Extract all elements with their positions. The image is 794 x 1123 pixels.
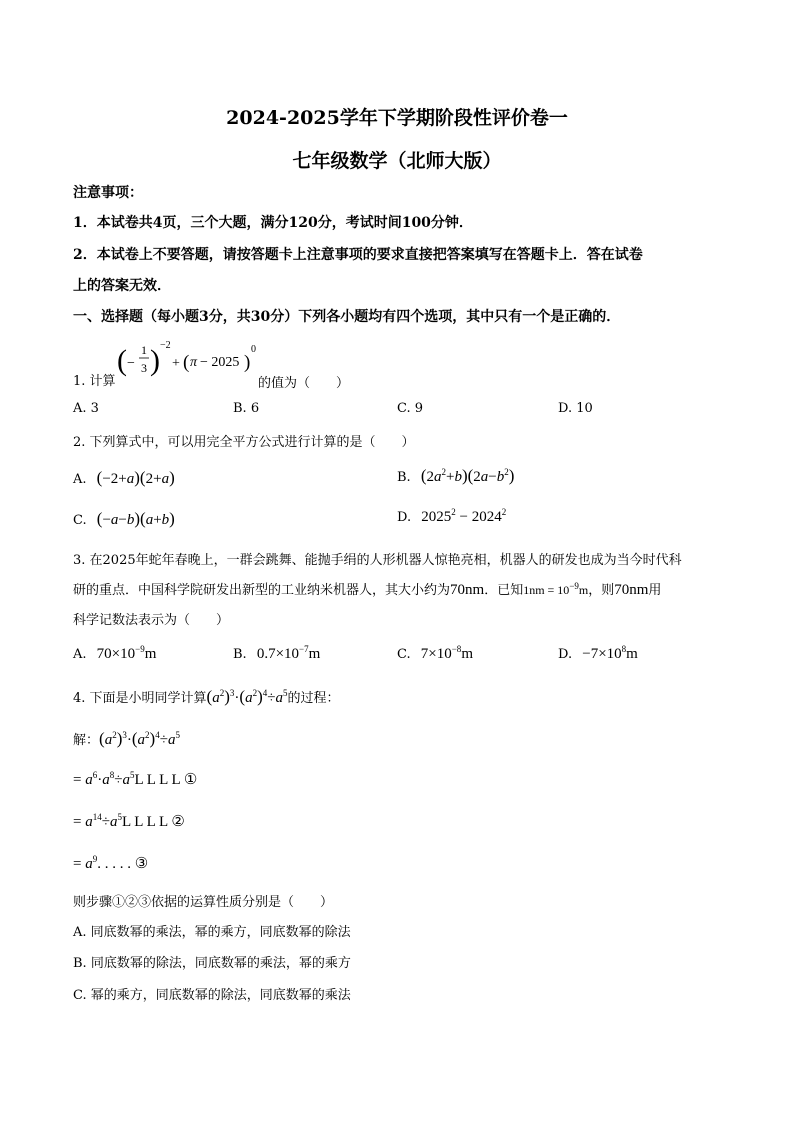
q1-option-b: B. 6 [233,401,260,416]
q2-stem: 2. 下列算式中，可以用完全平方公式进行计算的是（ ） [73,435,415,450]
q3-line-3: 科学记数法表示为（ ） [73,613,230,628]
q3-line-2a: 研的重点．中国科学院研发出新型的工业纳米机器人，其大小约为 [73,583,451,598]
q1-prefix: 1. 计算 [73,374,116,389]
q4-step-2: = $a^{14}\div a^5L$ L L L ② [73,812,185,830]
svg-text:−: − [127,356,135,371]
q3-option-a-label: A. [73,647,87,662]
svg-text:−2: −2 [160,340,171,351]
q4-step-1: = $a^6\cdot a^8\div a^5L$ L L L ① [73,770,198,788]
q4-option-c: C. 幂的乘方，同底数幂的除法，同底数幂的乘法 [73,988,351,1003]
notice-item-2b: 上的答案无效． [73,278,171,294]
q3-option-c-label: C. [397,647,411,662]
q2-option-b-label: B. [397,470,411,485]
q2-option-c: C. (−a−b)(a+b) [73,509,175,528]
q3-line-2d: 用 [648,583,662,598]
q2-option-b: B. $(2a^2+b)(2a-b^2)$ [397,466,515,485]
q3-option-b: B. $0.7\times 10^{-7}m$ [233,644,321,662]
q2-option-a-label: A. [73,472,87,487]
q4-solution-line: 解：$(a^2)^3\cdot(a^2)^4\div a^5$ [73,729,180,748]
q1-option-c: C. 9 [397,401,424,416]
svg-text:+: + [172,356,180,371]
notice-item-1: 1．本试卷共4页，三个大题，满分120分，考试时间100分钟． [73,215,473,231]
q3-option-d-label: D. [558,647,573,662]
q1-option-a: A. 3 [73,401,99,416]
q2-option-d: D. $2025^2 - 2024^2$ [397,507,507,525]
q3-option-c: C. $7\times 10^{-8}m$ [397,644,473,662]
q4-suffix: 的过程： [287,691,340,706]
q1-suffix: 的值为（ ） [258,376,350,391]
q3-line-2b: ．已知 [484,583,524,598]
q3-line-2c: ，则 [588,583,615,598]
q1-expression [117,338,257,388]
q4-solution-label: 解： [73,733,100,748]
q4-step-1-mark: L L L L ① [134,772,198,788]
q4-step-3-mark: . . . . . ③ [97,856,149,872]
q2-option-c-label: C. [73,513,87,528]
q3-line-1: 3. 在2025年蛇年春晚上，一群会跳舞、能抛手绢的人形机器人惊艳亮相，机器人的研发也成为当今时代科 [73,553,682,568]
q4-prefix: 4. 下面是小明同学计算 [73,691,207,706]
q4-step-2-mark: L L L L ② [121,814,185,830]
svg-text:0: 0 [251,344,256,355]
svg-text:(: ( [117,344,127,377]
section-1-heading: 一、选择题（每小题3分，共30分）下列各小题均有四个选项，其中只有一个是正确的． [73,309,621,325]
q4-question: 则步骤①②③依据的运算性质分别是（ ） [73,895,334,910]
exam-title: 2024-2025学年下学期阶段性评价卷一 [226,107,568,129]
svg-text:): ) [150,344,160,377]
q3-line-2: 研的重点．中国科学院研发出新型的工业纳米机器人，其大小约为70nm．已知$1nm = 10^{-9}m$，则70nm用 [73,581,662,598]
notice-item-2a: 2．本试卷上不要答题，请按答题卡上注意事项的要求直接把答案填写在答题卡上．答在试卷 [73,247,643,263]
q3-option-b-label: B. [233,647,247,662]
notice-heading: 注意事项： [73,185,143,201]
q3-option-d: D. $-7\times 10^8m$ [558,644,638,662]
q2-option-d-label: D. [397,510,412,525]
q4-stem: 4. 下面是小明同学计算$(a^2)^3\cdot(a^2)^4\div a^5$的过程： [73,687,340,706]
svg-text:1: 1 [141,343,147,357]
q4-step-3: = $a^9$. . . . . ③ [73,854,149,872]
q2-option-a: A. (−2+a)(2+a) [73,468,175,487]
q4-option-b: B. 同底数幂的除法，同底数幂的乘法，幂的乘方 [73,956,351,971]
q1-option-d: D. 10 [558,401,593,416]
svg-text:3: 3 [141,361,147,375]
svg-text:(: ( [183,352,190,373]
q3-option-a: A. $70\times 10^{-9}m$ [73,644,157,662]
svg-text:π: π [190,355,198,370]
q4-option-a: A. 同底数幂的乘法，幂的乘方，同底数幂的除法 [73,925,351,940]
exam-subtitle: 七年级数学（北师大版） [292,150,502,172]
svg-text:): ) [244,352,251,373]
svg-text:− 2025: − 2025 [200,355,240,370]
